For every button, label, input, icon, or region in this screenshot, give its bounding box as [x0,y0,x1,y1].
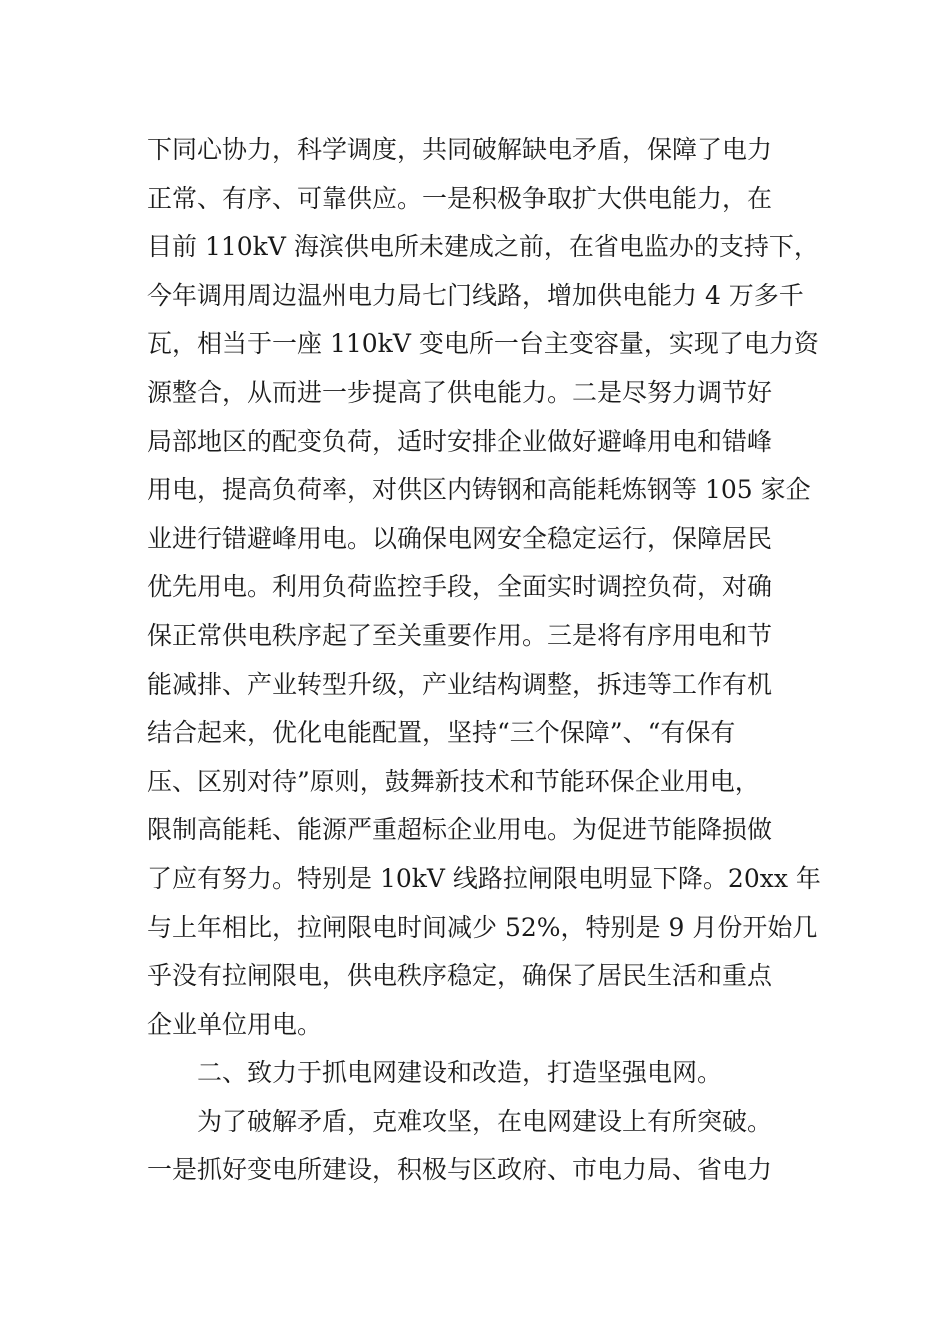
text-line: 局部地区的配变负荷，适时安排企业做好避峰用电和错峰 [147,426,773,456]
text-line: 业进行错避峰用电。以确保电网安全稳定运行，保障居民 [147,523,773,553]
text-line: 了应有努力。特别是 10kV 线路拉闸限电明显下降。20xx 年 [147,863,821,893]
text-line: 源整合，从而进一步提高了供电能力。二是尽努力调节好 [147,377,773,407]
text-line: 压、区别对待”原则，鼓舞新技术和节能环保企业用电， [147,766,760,796]
text-line: 与上年相比，拉闸限电时间减少 52%，特别是 9 月份开始几 [147,912,818,942]
text-line: 保正常供电秩序起了至关重要作用。三是将有序用电和节 [147,620,773,650]
text-line: 瓦，相当于一座 110kV 变电所一台主变容量，实现了电力资 [147,329,819,359]
text-line: 目前 110kV 海滨供电所未建成之前，在省电监办的支持下， [147,232,819,262]
text-line: 能减排、产业转型升级，产业结构调整，拆违等工作有机 [147,669,773,699]
text-line: 优先用电。利用负荷监控手段，全面实时调控负荷，对确 [147,572,773,602]
text-line: 结合起来，优化电能配置，坚持“三个保障”、“有保有 [147,718,736,748]
text-line: 今年调用周边温州电力局七门线路，增加供电能力 4 万多千 [147,280,804,310]
text-line: 企业单位用电。 [147,1009,323,1039]
text-line: 一是抓好变电所建设，积极与区政府、市电力局、省电力 [147,1155,773,1185]
text-line: 限制高能耗、能源严重超标企业用电。为促进节能降损做 [147,815,773,845]
text-line: 正常、有序、可靠供应。一是积极争取扩大供电能力，在 [147,183,773,213]
paragraph-first-line: 二、致力于抓电网建设和改造，打造坚强电网。 [197,1058,723,1088]
text-line: 用电，提高负荷率，对供区内铸钢和高能耗炼钢等 105 家企 [147,475,811,505]
text-line: 下同心协力，科学调度，共同破解缺电矛盾，保障了电力 [147,135,773,164]
text-line: 乎没有拉闸限电，供电秩序稳定，确保了居民生活和重点 [147,961,773,991]
body-text [147,126,827,1195]
paragraph-first-line: 为了破解矛盾，克难攻坚，在电网建设上有所突破。 [197,1106,773,1136]
